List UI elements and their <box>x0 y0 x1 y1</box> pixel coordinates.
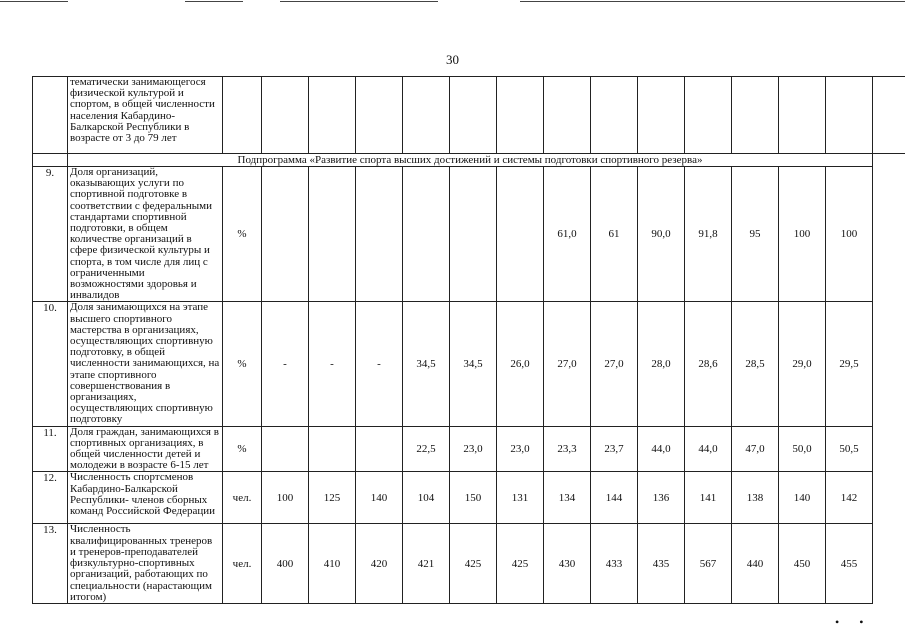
value-cell: 50,0 <box>779 426 826 472</box>
row-description: Численность квалифицированных тренеров и тренеров-преподавателей физкультурно-спортивных организаций, работающих по специальности (нарастающим итогом) <box>68 524 223 603</box>
subprogram-title: Подпрограмма «Развитие спорта высших достижений и системы подготовки спортивного резерва» <box>68 154 873 167</box>
row-number: 11. <box>33 426 68 472</box>
value-cell: 29,5 <box>826 302 873 426</box>
value-cell <box>309 167 356 302</box>
value-cell: - <box>262 302 309 426</box>
value-cell <box>497 167 544 302</box>
value-cell: 142 <box>826 472 873 524</box>
value-cell: 125 <box>309 472 356 524</box>
row-description: Доля организаций, оказывающих услуги по спортивной подготовке в соответствии с федеральными стандартами спортивной подготовки, в общем количестве организаций в сфере физической культуры и спорта, в том числе для лиц с ограниченными возможностями здоровья и инвалидов <box>68 167 223 302</box>
value-cell: 430 <box>544 524 591 603</box>
value-cell: 61 <box>591 167 638 302</box>
value-cell <box>262 167 309 302</box>
value-cell <box>309 426 356 472</box>
value-cell: 44,0 <box>685 426 732 472</box>
value-cell: 131 <box>497 472 544 524</box>
value-cell: 28,5 <box>732 302 779 426</box>
value-cell: 34,5 <box>450 302 497 426</box>
value-cell <box>450 167 497 302</box>
value-cell: 29,0 <box>779 302 826 426</box>
value-cell: 450 <box>779 524 826 603</box>
value-cell: 47,0 <box>732 426 779 472</box>
row-number: 12. <box>33 472 68 524</box>
value-cell: 26,0 <box>497 302 544 426</box>
row-description: тематически занимающегося физической культурой и спортом, в общей численности населения Кабардино-Балкарской Республики в возрасте от 3 до 79 лет <box>68 77 223 154</box>
value-cell: - <box>309 302 356 426</box>
value-cell: 23,7 <box>591 426 638 472</box>
unit-cell <box>223 77 262 154</box>
table-row-carry <box>33 77 905 154</box>
value-cell: 425 <box>497 524 544 603</box>
value-cell: 440 <box>732 524 779 603</box>
row-number <box>33 77 68 154</box>
subprogram-row <box>33 154 905 167</box>
page-number: 30 <box>446 52 459 67</box>
value-cell: 100 <box>262 472 309 524</box>
row-description: Численность спортсменов Кабардино-Балкарской Республики- членов сборных команд Российской Федерации <box>68 472 223 524</box>
value-cell: 95 <box>732 167 779 302</box>
value-cell: 27,0 <box>544 302 591 426</box>
value-cell: 435 <box>638 524 685 603</box>
unit-cell: % <box>223 167 262 302</box>
value-cell <box>356 167 403 302</box>
value-cell: - <box>356 302 403 426</box>
value-cell: 91,8 <box>685 167 732 302</box>
value-cell: 22,5 <box>403 426 450 472</box>
table-row <box>33 524 905 603</box>
value-cell: 410 <box>309 524 356 603</box>
value-cell: 28,0 <box>638 302 685 426</box>
value-cell: 136 <box>638 472 685 524</box>
unit-cell: чел. <box>223 524 262 603</box>
row-number: 10. <box>33 302 68 426</box>
value-cell: 141 <box>685 472 732 524</box>
value-cell: 44,0 <box>638 426 685 472</box>
unit-cell: % <box>223 426 262 472</box>
value-cell: 150 <box>450 472 497 524</box>
indicators-table <box>32 76 905 604</box>
value-cell: 100 <box>779 167 826 302</box>
row-description: Доля граждан, занимающихся в спортивных организациях, в общей численности детей и молодежи в возрасте 6-15 лет <box>68 426 223 472</box>
value-cell: 421 <box>403 524 450 603</box>
value-cell: 100 <box>826 167 873 302</box>
table-row <box>33 302 905 426</box>
value-cell: 140 <box>356 472 403 524</box>
value-cell: 34,5 <box>403 302 450 426</box>
value-cell: 400 <box>262 524 309 603</box>
value-cell: 140 <box>779 472 826 524</box>
value-cell: 90,0 <box>638 167 685 302</box>
row-number: 13. <box>33 524 68 603</box>
value-cell: 28,6 <box>685 302 732 426</box>
row-number: 9. <box>33 167 68 302</box>
value-cell <box>356 426 403 472</box>
value-cell: 50,5 <box>826 426 873 472</box>
value-cell: 425 <box>450 524 497 603</box>
value-cell: 433 <box>591 524 638 603</box>
value-cell: 567 <box>685 524 732 603</box>
value-cell: 23,3 <box>544 426 591 472</box>
row-description: Доля занимающихся на этапе высшего спортивного мастерства в организациях, осуществляющих спортивную подготовку, в общей численности занимающихся, на этапе спортивного совершенствования в организациях, осуществляющих спортивную подготовку <box>68 302 223 426</box>
value-cell: 455 <box>826 524 873 603</box>
value-cell: 61,0 <box>544 167 591 302</box>
value-cell: 27,0 <box>591 302 638 426</box>
table-row <box>33 167 905 302</box>
value-cell: 144 <box>591 472 638 524</box>
value-cell: 134 <box>544 472 591 524</box>
value-cell: 420 <box>356 524 403 603</box>
value-cell: 23,0 <box>497 426 544 472</box>
table-row <box>33 472 905 524</box>
value-cell <box>262 426 309 472</box>
unit-cell: чел. <box>223 472 262 524</box>
unit-cell: % <box>223 302 262 426</box>
value-cell: 23,0 <box>450 426 497 472</box>
table-row <box>33 426 905 472</box>
value-cell: 138 <box>732 472 779 524</box>
value-cell <box>403 167 450 302</box>
value-cell: 104 <box>403 472 450 524</box>
page-marks: •• <box>835 615 884 629</box>
